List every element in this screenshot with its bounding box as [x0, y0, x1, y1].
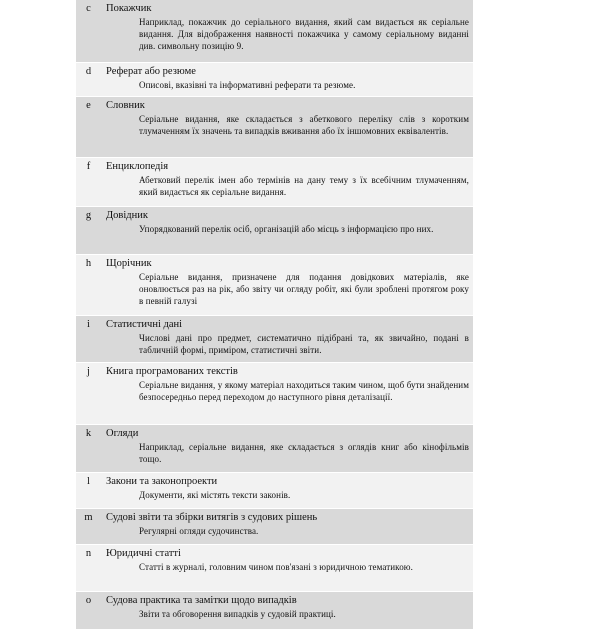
row-description: Наприклад, серіальне видання, яке складається з оглядів книг або кінофільмів тощо. — [139, 442, 469, 464]
row-description: Статті в журналі, головним чином пов'язані з юридичною тематикою. — [139, 562, 413, 572]
row-term: Довідник — [106, 210, 148, 221]
row-code: f — [86, 161, 91, 172]
row-code: m — [84, 512, 93, 523]
row-term: Енциклопедія — [106, 161, 169, 172]
row-term: Огляди — [106, 428, 139, 439]
table-row — [76, 425, 473, 473]
row-description: Числові дані про предмет, систематично підібрані та, як звичайно, подані в табличній формі, приміром, статистичні звіти. — [139, 333, 469, 355]
table-row — [76, 473, 473, 509]
row-description: Серіальне видання, яке складається з абеткового переліку слів з коротким тлумаченням їх значень та випадків вживання або їх іншомовних еквівалентів. — [139, 114, 469, 136]
row-code: g — [85, 210, 92, 221]
code-table — [76, 0, 473, 630]
table-row — [76, 158, 473, 207]
row-code: o — [85, 595, 92, 606]
row-description: Регулярні огляди судочинства. — [139, 526, 259, 536]
row-code: h — [85, 258, 92, 269]
row-description: Абетковий перелік імен або термінів на дану тему з їх всебічним тлумаченням, який видається як серіальне видання. — [139, 175, 469, 197]
row-code: e — [86, 100, 91, 111]
row-term: Юридичні статті — [106, 548, 181, 559]
row-description: Описові, вказівні та інформативні реферати та резюме. — [139, 80, 356, 90]
table-row — [76, 592, 473, 630]
row-description: Наприклад, покажчик до серіального видання, який сам видається як серіальне видання. Для відображення наявності покажчика у самому серіальному виданні див. символьну позицію 9. — [139, 17, 469, 51]
row-description: Серіальне видання, призначене для подання довідкових матеріалів, яке оновлюється раз на рік, або звіту чи огляду робіт, які були зроблені протягом року в певній галузі — [139, 272, 469, 306]
row-code: c — [86, 3, 91, 14]
table-row — [76, 316, 473, 363]
row-code: n — [85, 548, 92, 559]
table-row — [76, 207, 473, 255]
table-row — [76, 97, 473, 158]
row-term: Книга програмованих текстів — [106, 366, 238, 377]
row-term: Статистичні дані — [106, 319, 183, 330]
row-term: Щорічник — [106, 258, 152, 269]
row-code: j — [87, 366, 90, 377]
table-row — [76, 63, 473, 97]
table-row — [76, 363, 473, 425]
row-term: Судова практика та замітки щодо випадків — [106, 595, 297, 606]
row-description: Упорядкований перелік осіб, організацій або місць з інформацією про них. — [139, 224, 434, 234]
row-code: k — [85, 428, 92, 439]
row-description: Документи, які містять тексти законів. — [139, 490, 291, 500]
row-code: l — [87, 476, 90, 487]
row-term: Словник — [106, 100, 145, 111]
table-row — [76, 509, 473, 545]
row-description: Серіальне видання, у якому матеріал находиться таким чином, щоб бути знайденим безпосередньо перед переходом до наступного рівня деталізації. — [139, 380, 469, 402]
row-term: Покажчик — [106, 3, 152, 14]
row-term: Закони та законопроекти — [106, 476, 218, 487]
row-term: Реферат або резюме — [106, 66, 196, 77]
table-row — [76, 545, 473, 592]
row-term: Судові звіти та збірки витягів з судових рішень — [106, 512, 318, 523]
row-code: d — [85, 66, 92, 77]
row-description: Звіти та обговорення випадків у судовій практиці. — [139, 609, 336, 619]
table-row — [76, 0, 473, 63]
table-row — [76, 255, 473, 316]
row-code: i — [87, 319, 90, 330]
